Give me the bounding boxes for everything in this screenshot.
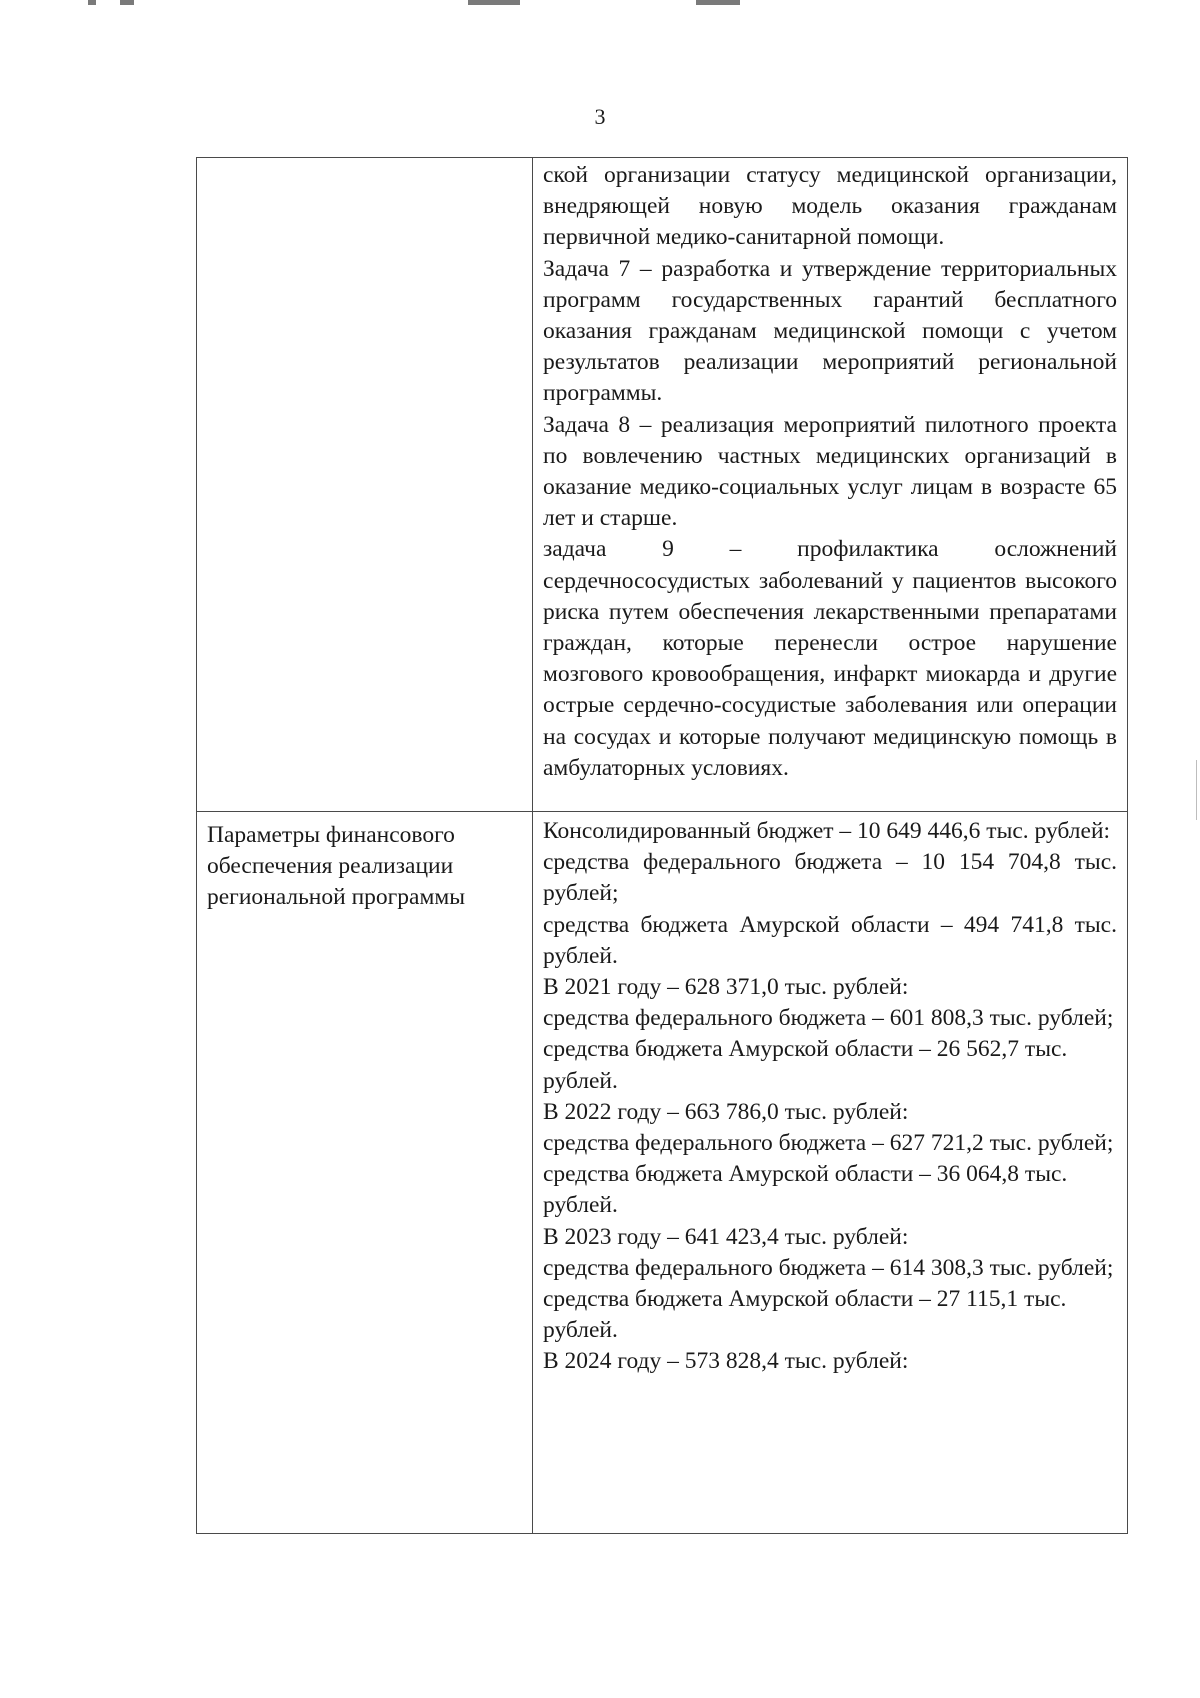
scan-edge-marks [0, 0, 1200, 6]
finance-line-regional-total: средства бюджета Амурской области – 494 741,8 тыс. рублей. [543, 911, 1117, 969]
finance-text [533, 812, 1127, 1378]
finance-line-2021-regional: средства бюджета Амурской области – 26 562,7 тыс. рублей. [543, 1036, 1068, 1094]
finance-line-2021-federal: средства федерального бюджета – 601 808,3 тыс. рублей; [543, 1005, 1114, 1032]
table-cell-finance-content [533, 812, 1128, 1534]
scan-mark [468, 0, 520, 5]
finance-line-2023-federal: средства федерального бюджета – 614 308,3 тыс. рублей; [543, 1254, 1114, 1281]
scan-mark [120, 0, 134, 5]
scan-edge-line [1196, 760, 1197, 820]
passport-table [196, 157, 1128, 1534]
task-paragraph-9: задача 9 – профилактика осложнений сердечнососудистых заболеваний у пациентов высокого риска путем обеспечения лекарственными препаратами граждан, которые перенесли острое нарушение мозгового кровообращения, инфаркт миокарда и другие острые сердечно-сосудистые заболевания или операции на сосудах и которые получают медицинскую помощь в амбулаторных условиях. [543, 536, 1117, 781]
finance-line-federal-total: средства федерального бюджета – 10 154 704,8 тыс. рублей; [543, 849, 1117, 907]
page-number: 3 [594, 104, 606, 129]
tasks-text [533, 158, 1127, 784]
table-row-finance [197, 812, 1128, 1534]
finance-line-2023: В 2023 году – 641 423,4 тыс. рублей: [543, 1223, 909, 1250]
scan-mark [88, 0, 96, 5]
finance-line-2022-federal: средства федерального бюджета – 627 721,2 тыс. рублей; [543, 1130, 1114, 1157]
task-paragraph-7: Задача 7 – разработка и утверждение территориальных программ государственных гарантий бесплатного оказания гражданам медицинской помощи с учетом результатов реализации мероприятий региональной программы. [543, 255, 1117, 407]
finance-line-2023-regional: средства бюджета Амурской области – 27 115,1 тыс. рублей. [543, 1286, 1067, 1344]
finance-line-2021: В 2021 году – 628 371,0 тыс. рублей: [543, 974, 909, 1001]
tasks-label [197, 158, 532, 166]
task-paragraph-8: Задача 8 – реализация мероприятий пилотного проекта по вовлечению частных медицинских организаций в оказание медико-социальных услуг лицам в возрасте 65 лет и старше. [543, 411, 1117, 532]
finance-line-2022-regional: средства бюджета Амурской области – 36 064,8 тыс. рублей. [543, 1161, 1068, 1219]
table-cell-tasks-content [533, 158, 1128, 812]
finance-line-2024: В 2024 году – 573 828,4 тыс. рублей: [543, 1348, 909, 1375]
table-cell-finance-label [197, 812, 533, 1534]
table-cell-tasks-label [197, 158, 533, 812]
table-row-tasks [197, 158, 1128, 812]
finance-label: Параметры финансового обеспечения реализации региональной программы [207, 822, 466, 911]
finance-line-2022: В 2022 году – 663 786,0 тыс. рублей: [543, 1098, 909, 1125]
scan-mark [696, 0, 740, 5]
finance-line-total: Консолидированный бюджет – 10 649 446,6 тыс. рублей: [543, 818, 1111, 844]
task-paragraph-continuation: ской организации статусу медицинской организации, внедряющей новую модель оказания гражданам первичной медико-санитарной помощи. [543, 162, 1117, 251]
